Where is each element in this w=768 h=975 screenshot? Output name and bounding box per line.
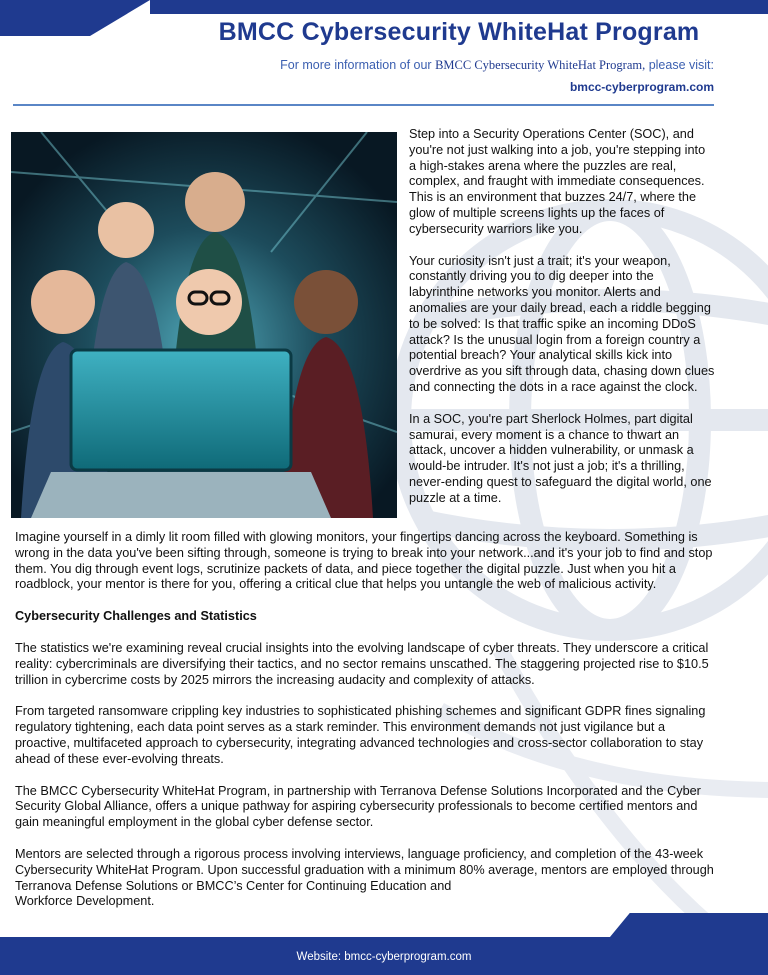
- intro-paragraph: Your curiosity isn't just a trait; it's your weapon, constantly driving you to dig deeper into the labyrinthine networks you monitor. Alerts and anomalies are your daily bread, each a riddle begging to be solved: Is that traffic spike an incoming DDoS attack? Is the unusual login from a foreign country a potential breach? Your analytical skills kick into overdrive as you sift through data, chasing down clues and connecting the dots in a race against the clock.: [409, 253, 715, 394]
- intro-column: [409, 127, 715, 523]
- info-line: [280, 58, 714, 73]
- info-program-name: BMCC Cybersecurity WhiteHat Program,: [435, 58, 646, 72]
- body-paragraph: The statistics we're examining reveal crucial insights into the evolving landscape of cyber threats. They underscore a critical reality: cybercriminals are diversifying their tactics, and no sector remains unscathed. The staggering projected rise to $10.5 trillion in cybercrime costs by 2025 mirrors the increasing audacity and complexity of attacks.: [15, 640, 709, 687]
- imagine-paragraph: Imagine yourself in a dimly lit room filled with glowing monitors, your fingertips dancing across the keyboard. Something is wrong in the data you've been sifting through, someone is trying to break into your network...and it's your job to find and stop them. You dig through event logs, scrutinize packets of data, and piece together the digital puzzle. Just when you hit a roadblock, your mentor is there for you, offering a critical clue that helps you untangle the web of malicious activity.: [15, 530, 713, 592]
- intro-paragraph: In a SOC, you're part Sherlock Holmes, part digital samurai, every moment is a chance to thwart an attack, uncover a hidden vulnerability, or unmask a would-be intruder. It's not just a job; it's a thrilling, never-ending quest to safeguard the digital world, one puzzle at a time.: [409, 411, 712, 505]
- intro-paragraph: Step into a Security Operations Center (SOC), and you're not just walking into a job, you're stepping into a high-stakes arena where the puzzles are real, complex, and fraught with immediate consequences. This is an environment that buzzes 24/7, where the glow of multiple screens lights up the faces of cybersecurity warriors like you.: [409, 127, 706, 236]
- info-prefix: For more information of our: [280, 58, 436, 72]
- body-paragraph: The BMCC Cybersecurity WhiteHat Program, in partnership with Terranova Defense Solutions Incorporated and the Cyber Security Global Alliance, offers a unique pathway for aspiring cybersecurity professionals to become certified mentors and gain meaningful employment in the global cyber defense sector.: [15, 783, 701, 830]
- body-paragraph: From targeted ransomware crippling key industries to sophisticated phishing schemes and significant GDPR fines signaling regulatory tightening, each data point serves as a stark reminder. This environment demands not just vigilance but a proactive, multifaceted approach to cybersecurity, integrating advanced technologies and cross-sector collaboration to stay ahead of these ever-evolving threats.: [15, 704, 706, 766]
- mentors-text: Mentors are selected through a rigorous process involving interviews, language proficiency, and completion of the 43-week Cybersecurity WhiteHat Program. Upon successful graduation with a minimum 80% average, mentors are employed through Terranova Defense Solutions or BMCC’s Center for Continuing Education and: [15, 846, 714, 893]
- section-heading: Cybersecurity Challenges and Statistics: [15, 609, 257, 624]
- page-title: BMCC Cybersecurity WhiteHat Program: [218, 18, 700, 46]
- mentors-paragraph: [15, 847, 715, 910]
- main-body: [15, 530, 715, 910]
- header-band-left: [0, 0, 150, 36]
- mentors-text-end: Workforce Development.: [15, 894, 155, 909]
- header-band-right: [150, 0, 768, 14]
- info-suffix: please visit:: [645, 58, 714, 72]
- header-website-link[interactable]: bmcc-cyberprogram.com: [569, 80, 714, 94]
- hero-image: [11, 132, 397, 518]
- footer-website[interactable]: Website: bmcc-cyberprogram.com: [296, 951, 472, 963]
